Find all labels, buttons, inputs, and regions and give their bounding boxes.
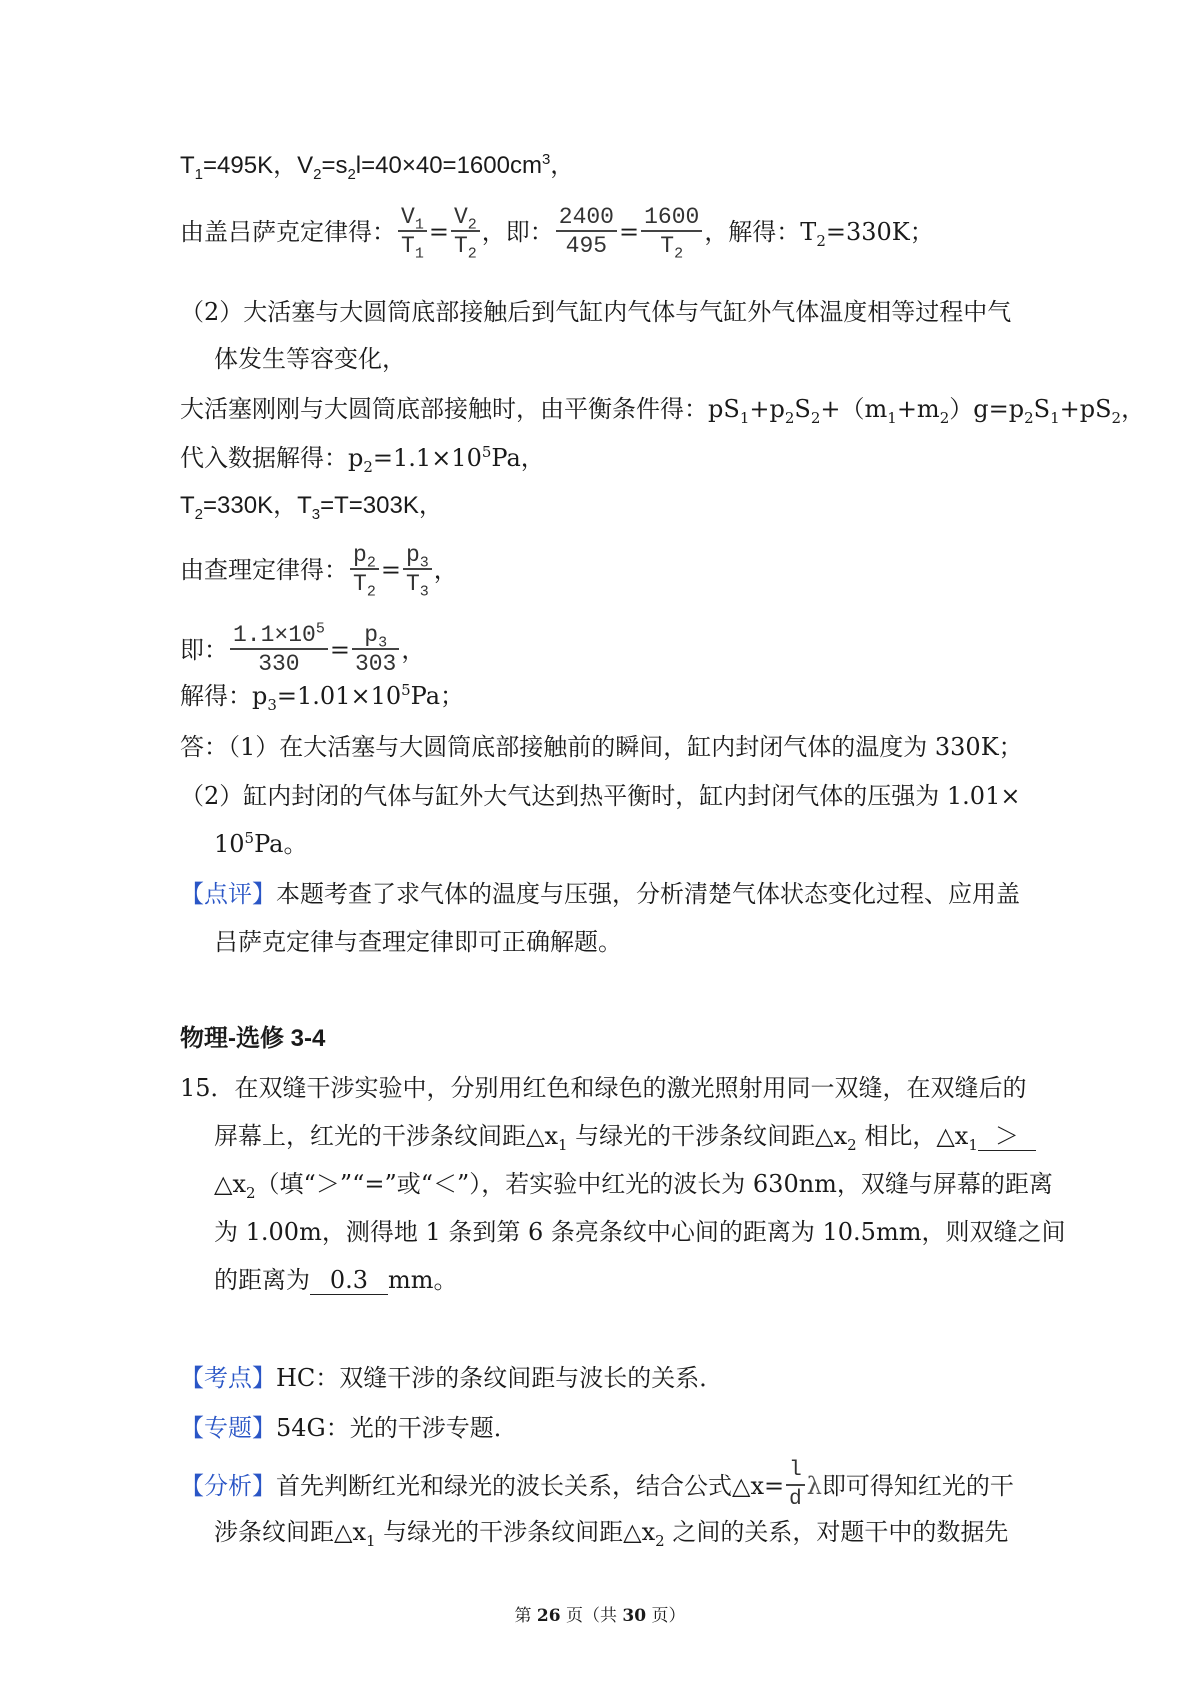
comment-tag: 【点评】 [180,880,276,908]
equation-line-t1-v2: $T_1=495K$，$V_2=s_2l=40\times 40=1600cm^3$， [180,151,575,183]
answer-blank-2: 0.3 [310,1266,388,1295]
question-15-line-2: 屏幕上，红光的干涉条纹间距$\triangle x_1$ 与绿光的干涉条纹间距$\triangle x_2$ 相比，$\triangle x_1$ ＞ [214,1120,1036,1152]
temperature-line: $T_2=330K$，$T_3=T=303K$， [180,492,443,523]
text-line-isochoric: 体发生等容变化， [214,345,406,373]
topic-line: 【专题】54G：光的干涉专题． [180,1414,518,1442]
analysis-line-1: 【分析】首先判断红光和绿光的波长关系，结合公式△x= $\frac{l}{d}$ λ即可得知红光的干 [180,1458,1014,1514]
comment-line-2: 吕萨克定律与查理定律即可正确解题。 [214,928,622,956]
fraction-2400-495: $\frac{2400}{495}$ [556,204,617,260]
question-15-line-5: 的距离为 0.3 mm。 [214,1266,458,1294]
fraction-l-over-d: $\frac{l}{d}$ [786,1458,805,1514]
comment-line-1: 【点评】本题考查了求气体的温度与压强，分析清楚气体状态变化过程、应用盖 [180,880,1020,908]
fraction-1.1e5-330: $\frac{1.1\times 10^5}{330}$ [230,622,328,678]
p3-result-line: 解得：$p_3=1.01\times 10^5Pa$； [180,681,465,714]
page-footer: 第 26 页（共 30 页） [514,1606,686,1626]
fraction-p3-t3: $\frac{p_3}{T_3}$ [403,542,432,598]
charles-law-equation-line: 由查理定律得： $\frac{p_2}{T_2}$ = $\frac{p_3}{T_3}$ ， [180,542,458,601]
knowledge-point-tag: 【考点】 [180,1364,276,1392]
answer-blank-1: ＞ [978,1122,1036,1151]
answer-line-2: （2）缸内封闭的气体与缸外大气达到热平衡时，缸内封闭气体的压强为 1.01× [180,782,1021,810]
fraction-v2-t2: $\frac{V_2}{T_2}$ [451,204,480,260]
knowledge-point-line: 【考点】HC：双缝干涉的条纹间距与波长的关系． [180,1364,724,1392]
fraction-v1-t1: $\frac{V_1}{T_1}$ [398,204,427,260]
fraction-1600-t2: $\frac{1600}{T_2}$ [641,204,702,260]
substitution-equation-line: 即： $\frac{1.1\times 10^5}{330}$ = $\frac{p_3}{303}$ ， [180,620,426,677]
analysis-line-2: 涉条纹间距$\triangle x_1$ 与绿光的干涉条纹间距$\triangle x_2$ 之间的关系，对题干中的数据先 [214,1518,1009,1550]
question-15-line-4: 为 1.00m，测得地 1 条到第 6 条亮条纹中心间的距离为 10.5mm，则双缝之间 [214,1218,1066,1246]
topic-tag: 【专题】 [180,1414,276,1442]
analysis-tag: 【分析】 [180,1472,276,1500]
question-15-line-1: 15．在双缝干涉实验中，分别用红色和绿色的激光照射用同一双缝，在双缝后的 [180,1074,1027,1102]
p2-result-line: 代入数据解得：$p_2=1.1\times 10^5Pa$， [180,443,545,476]
answer-line-1: 答：（1）在大活塞与大圆筒底部接触前的瞬间，缸内封闭气体的温度为 330K； [180,733,1023,761]
current-page-number: 26 [536,1606,561,1626]
fraction-p2-t2: $\frac{p_2}{T_2}$ [350,542,379,598]
fraction-p3-303: $\frac{p_3}{303}$ [352,622,399,678]
question-15-line-3: $\triangle x_2$（填“＞”“=”或“＜”），若实验中红光的波长为 630nm，双缝与屏幕的距离 [214,1170,1053,1202]
equilibrium-equation-line: 大活塞刚刚与大圆筒底部接触时，由平衡条件得：$pS_1+p_2S_2+(m_1+m_2)g=p_2S_1+pS_2$， [180,395,1146,427]
answer-line-3: $10^5Pa$。 [214,829,308,858]
gay-lussac-equation-line: 由盖吕萨克定律得： $\frac{V_1}{T_1}$ = $\frac{V_2}{T_2}$ ，即： $\frac{2400}{495}$ = $\frac{1600}{T_2}$ ，解得：$T_2=330K$； [180,204,934,263]
text-line-part2: （2）大活塞与大圆筒底部接触后到气缸内气体与气缸外气体温度相等过程中气 [180,298,1012,326]
section-heading: 物理-选修 3-4 [180,1025,326,1052]
total-page-number: 30 [622,1606,647,1626]
